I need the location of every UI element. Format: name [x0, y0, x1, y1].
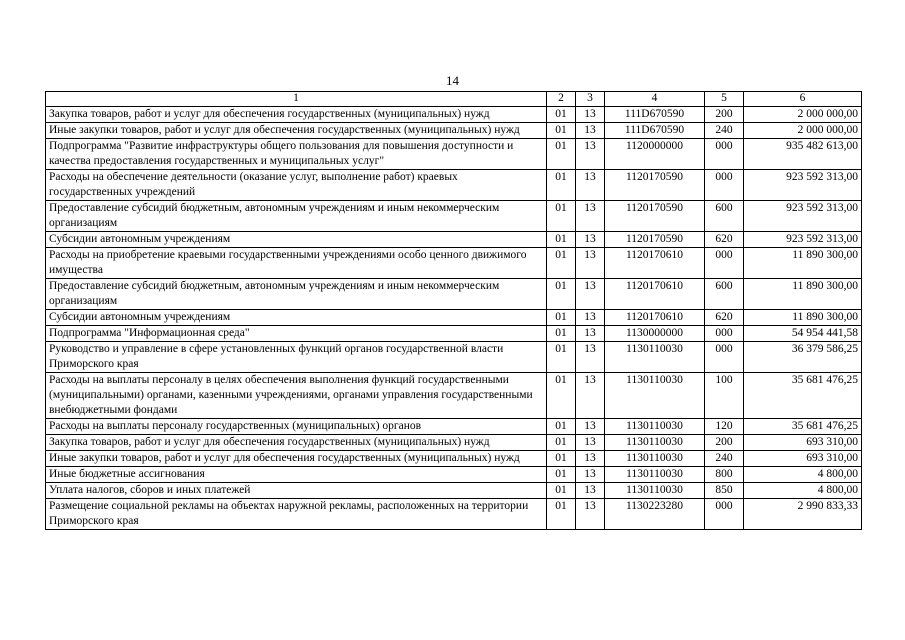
expense-name-cell: Подпрограмма "Информационная среда"	[46, 326, 547, 342]
page-number: 14	[446, 73, 459, 88]
amount-cell: 693 310,00	[744, 435, 862, 451]
expense-type-cell: 240	[705, 451, 744, 467]
subsection-code-cell: 13	[576, 326, 605, 342]
expense-name-cell: Размещение социальной рекламы на объектах наружной рекламы, расположенных на территории Приморского края	[46, 499, 547, 530]
expense-type-cell: 600	[705, 279, 744, 310]
subsection-code-cell: 13	[576, 107, 605, 123]
section-code-cell: 01	[547, 483, 576, 499]
column-header-4: 4	[605, 92, 705, 107]
subsection-code-cell: 13	[576, 201, 605, 232]
table-row	[46, 248, 862, 279]
table-row	[46, 310, 862, 326]
expense-type-cell: 800	[705, 467, 744, 483]
section-code-cell: 01	[547, 342, 576, 373]
table-row	[46, 499, 862, 530]
table-row	[46, 232, 862, 248]
expense-name-cell: Предоставление субсидий бюджетным, автономным учреждениям и иным некоммерческим организациям	[46, 279, 547, 310]
subsection-code-cell: 13	[576, 419, 605, 435]
expense-type-cell: 000	[705, 326, 744, 342]
expense-name-cell: Предоставление субсидий бюджетным, автономным учреждениям и иным некоммерческим организациям	[46, 201, 547, 232]
expense-type-cell: 620	[705, 310, 744, 326]
section-code-cell: 01	[547, 232, 576, 248]
amount-cell: 36 379 586,25	[744, 342, 862, 373]
expense-name-cell: Иные закупки товаров, работ и услуг для обеспечения государственных (муниципальных) нужд	[46, 123, 547, 139]
column-header-2: 2	[547, 92, 576, 107]
section-code-cell: 01	[547, 139, 576, 170]
expense-type-cell: 200	[705, 107, 744, 123]
section-code-cell: 01	[547, 467, 576, 483]
subsection-code-cell: 13	[576, 451, 605, 467]
section-code-cell: 01	[547, 201, 576, 232]
expense-name-cell: Подпрограмма "Развитие инфраструктуры общего пользования для повышения доступности и качества предоставления государственных и муниципальных услуг"	[46, 139, 547, 170]
target-article-cell: 1130110030	[605, 342, 705, 373]
table-row	[46, 342, 862, 373]
amount-cell: 11 890 300,00	[744, 310, 862, 326]
amount-cell: 4 800,00	[744, 483, 862, 499]
amount-cell: 54 954 441,58	[744, 326, 862, 342]
expense-name-cell: Руководство и управление в сфере установленных функций органов государственной власти Приморского края	[46, 342, 547, 373]
expense-name-cell: Расходы на выплаты персоналу в целях обеспечения выполнения функций государственными (муниципальными) органами, казенными учреждениями, органами управления государственными внебюджетными фондами	[46, 373, 547, 419]
target-article-cell: 1120170610	[605, 248, 705, 279]
target-article-cell: 111D670590	[605, 123, 705, 139]
expense-name-cell: Иные закупки товаров, работ и услуг для обеспечения государственных (муниципальных) нужд	[46, 451, 547, 467]
expense-type-cell: 000	[705, 499, 744, 530]
expense-name-cell: Уплата налогов, сборов и иных платежей	[46, 483, 547, 499]
subsection-code-cell: 13	[576, 499, 605, 530]
section-code-cell: 01	[547, 279, 576, 310]
table-row	[46, 419, 862, 435]
subsection-code-cell: 13	[576, 248, 605, 279]
subsection-code-cell: 13	[576, 279, 605, 310]
expense-name-cell: Расходы на приобретение краевыми государственными учреждениями особо ценного движимого имущества	[46, 248, 547, 279]
table-row	[46, 467, 862, 483]
amount-cell: 4 800,00	[744, 467, 862, 483]
section-code-cell: 01	[547, 107, 576, 123]
amount-cell: 35 681 476,25	[744, 373, 862, 419]
expense-name-cell: Субсидии автономным учреждениям	[46, 310, 547, 326]
section-code-cell: 01	[547, 248, 576, 279]
column-header-5: 5	[705, 92, 744, 107]
amount-cell: 935 482 613,00	[744, 139, 862, 170]
section-code-cell: 01	[547, 373, 576, 419]
column-header-6: 6	[744, 92, 862, 107]
target-article-cell: 1130000000	[605, 326, 705, 342]
subsection-code-cell: 13	[576, 170, 605, 201]
target-article-cell: 1120170590	[605, 232, 705, 248]
target-article-cell: 1120170590	[605, 170, 705, 201]
expense-name-cell: Закупка товаров, работ и услуг для обеспечения государственных (муниципальных) нужд	[46, 435, 547, 451]
table-row	[46, 483, 862, 499]
table-row	[46, 139, 862, 170]
target-article-cell: 1120000000	[605, 139, 705, 170]
column-header-3: 3	[576, 92, 605, 107]
expense-name-cell: Закупка товаров, работ и услуг для обеспечения государственных (муниципальных) нужд	[46, 107, 547, 123]
expense-type-cell: 000	[705, 342, 744, 373]
amount-cell: 11 890 300,00	[744, 248, 862, 279]
table-header-row	[46, 92, 862, 107]
section-code-cell: 01	[547, 123, 576, 139]
expense-type-cell: 000	[705, 139, 744, 170]
subsection-code-cell: 13	[576, 373, 605, 419]
amount-cell: 923 592 313,00	[744, 232, 862, 248]
expense-name-cell: Расходы на обеспечение деятельности (оказание услуг, выполнение работ) краевых государственных учреждений	[46, 170, 547, 201]
section-code-cell: 01	[547, 170, 576, 201]
expense-type-cell: 120	[705, 419, 744, 435]
table-row	[46, 107, 862, 123]
amount-cell: 35 681 476,25	[744, 419, 862, 435]
expense-type-cell: 100	[705, 373, 744, 419]
amount-cell: 923 592 313,00	[744, 201, 862, 232]
section-code-cell: 01	[547, 435, 576, 451]
target-article-cell: 1130110030	[605, 451, 705, 467]
subsection-code-cell: 13	[576, 483, 605, 499]
target-article-cell: 1130110030	[605, 435, 705, 451]
section-code-cell: 01	[547, 499, 576, 530]
table-row	[46, 373, 862, 419]
expense-type-cell: 620	[705, 232, 744, 248]
amount-cell: 2 990 833,33	[744, 499, 862, 530]
target-article-cell: 111D670590	[605, 107, 705, 123]
expense-type-cell: 200	[705, 435, 744, 451]
budget-table	[45, 91, 862, 530]
table-body	[46, 107, 862, 530]
subsection-code-cell: 13	[576, 310, 605, 326]
amount-cell: 2 000 000,00	[744, 107, 862, 123]
expense-name-cell: Субсидии автономным учреждениям	[46, 232, 547, 248]
table-row	[46, 451, 862, 467]
table-row	[46, 201, 862, 232]
target-article-cell: 1130110030	[605, 373, 705, 419]
subsection-code-cell: 13	[576, 123, 605, 139]
section-code-cell: 01	[547, 451, 576, 467]
target-article-cell: 1130110030	[605, 483, 705, 499]
target-article-cell: 1130223280	[605, 499, 705, 530]
amount-cell: 11 890 300,00	[744, 279, 862, 310]
amount-cell: 2 000 000,00	[744, 123, 862, 139]
table-row	[46, 279, 862, 310]
amount-cell: 693 310,00	[744, 451, 862, 467]
target-article-cell: 1130110030	[605, 467, 705, 483]
section-code-cell: 01	[547, 326, 576, 342]
subsection-code-cell: 13	[576, 342, 605, 373]
subsection-code-cell: 13	[576, 467, 605, 483]
column-header-1: 1	[46, 92, 547, 107]
section-code-cell: 01	[547, 419, 576, 435]
subsection-code-cell: 13	[576, 232, 605, 248]
expense-name-cell: Иные бюджетные ассигнования	[46, 467, 547, 483]
table-row	[46, 435, 862, 451]
expense-type-cell: 000	[705, 248, 744, 279]
subsection-code-cell: 13	[576, 435, 605, 451]
expense-type-cell: 850	[705, 483, 744, 499]
table-row	[46, 123, 862, 139]
target-article-cell: 1120170610	[605, 310, 705, 326]
expense-name-cell: Расходы на выплаты персоналу государственных (муниципальных) органов	[46, 419, 547, 435]
expense-type-cell: 240	[705, 123, 744, 139]
amount-cell: 923 592 313,00	[744, 170, 862, 201]
target-article-cell: 1120170590	[605, 201, 705, 232]
expense-type-cell: 600	[705, 201, 744, 232]
table-row	[46, 326, 862, 342]
table-row	[46, 170, 862, 201]
expense-type-cell: 000	[705, 170, 744, 201]
section-code-cell: 01	[547, 310, 576, 326]
target-article-cell: 1130110030	[605, 419, 705, 435]
target-article-cell: 1120170610	[605, 279, 705, 310]
subsection-code-cell: 13	[576, 139, 605, 170]
